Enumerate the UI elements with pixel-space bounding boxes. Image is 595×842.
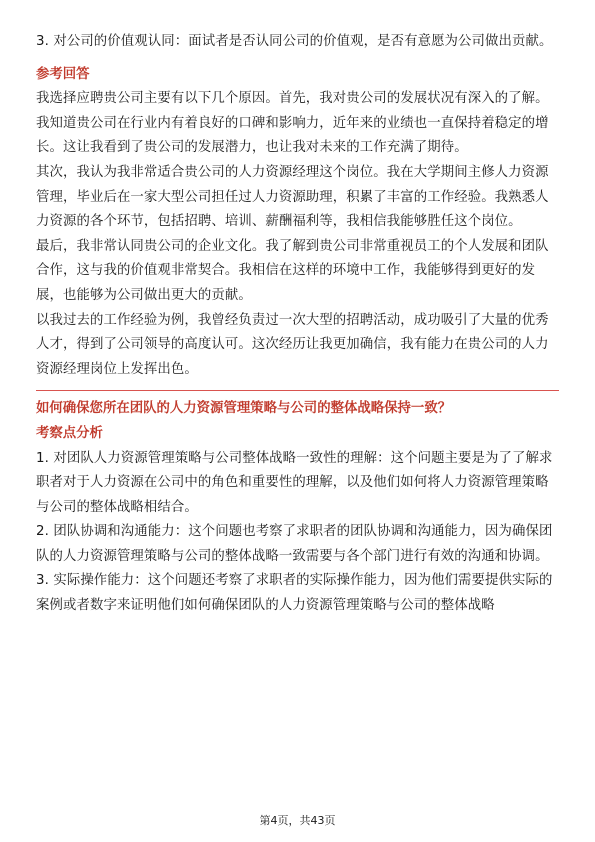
interview-question: 如何确保您所在团队的人力资源管理策略与公司的整体战略保持一致？ (36, 401, 452, 417)
answer-paragraph-1: 我选择应聘贵公司主要有以下几个原因。首先，我对贵公司的发展状况有深入的了解。我知道贵公司在行业内有着良好的口碑和影响力，近年来的业绩也一直保持着稳定的增长。这让我看到了贵公司的发展潜力，也让我对未来的工作充满了期待。 (36, 91, 549, 156)
page-number: 第4页，共43页 (259, 814, 336, 827)
section-divider (36, 390, 559, 391)
analysis-item-2: 2. 团队协调和沟通能力：这个问题也考察了求职者的团队协调和沟通能力，因为确保团队的人力资源管理策略与公司的整体战略一致需要与各个部门进行有效的沟通和协调。 (36, 524, 553, 564)
reference-answer-heading: 参考回答 (36, 66, 90, 82)
answer-paragraph-2: 其次，我认为我非常适合贵公司的人力资源经理这个岗位。我在大学期间主修人力资源管理，毕业后在一家大型公司担任过人力资源助理，积累了丰富的工作经验。我熟悉人力资源的各个环节，包括招聘、培训、薪酬福利等，我相信我能够胜任这个岗位。 (36, 164, 549, 230)
document-page (36, 30, 559, 619)
analysis-item-3: 3. 实际操作能力：这个问题还考察了求职者的实际操作能力，因为他们需要提供实际的案例或者数字来证明他们如何确保团队的人力资源管理策略与公司的整体战略 (36, 573, 553, 614)
answer-paragraph-3: 最后，我非常认同贵公司的企业文化。我了解到贵公司非常重视员工的个人发展和团队合作，这与我的价值观非常契合。我相信在这样的环境中工作，我能够得到更好的发展，也能够为公司做出更大的贡献。 (36, 238, 549, 303)
analysis-item-1: 1. 对团队人力资源管理策略与公司整体战略一致性的理解：这个问题主要是为了了解求职者对于人力资源在公司中的角色和重要性的理解，以及他们如何将人力资源管理策略与公司的整体战略相结合。 (36, 450, 553, 515)
answer-paragraph-4: 以我过去的工作经验为例，我曾经负责过一次大型的招聘活动，成功吸引了大量的优秀人才，得到了公司领导的高度认可。这次经历让我更加确信，我有能力在贵公司的人力资源经理岗位上发挥出色。 (36, 312, 549, 377)
criterion-item-3: 3. 对公司的价值观认同：面试者是否认同公司的价值观，是否有意愿为公司做出贡献。 (36, 34, 553, 49)
analysis-heading: 考察点分析 (36, 425, 103, 441)
